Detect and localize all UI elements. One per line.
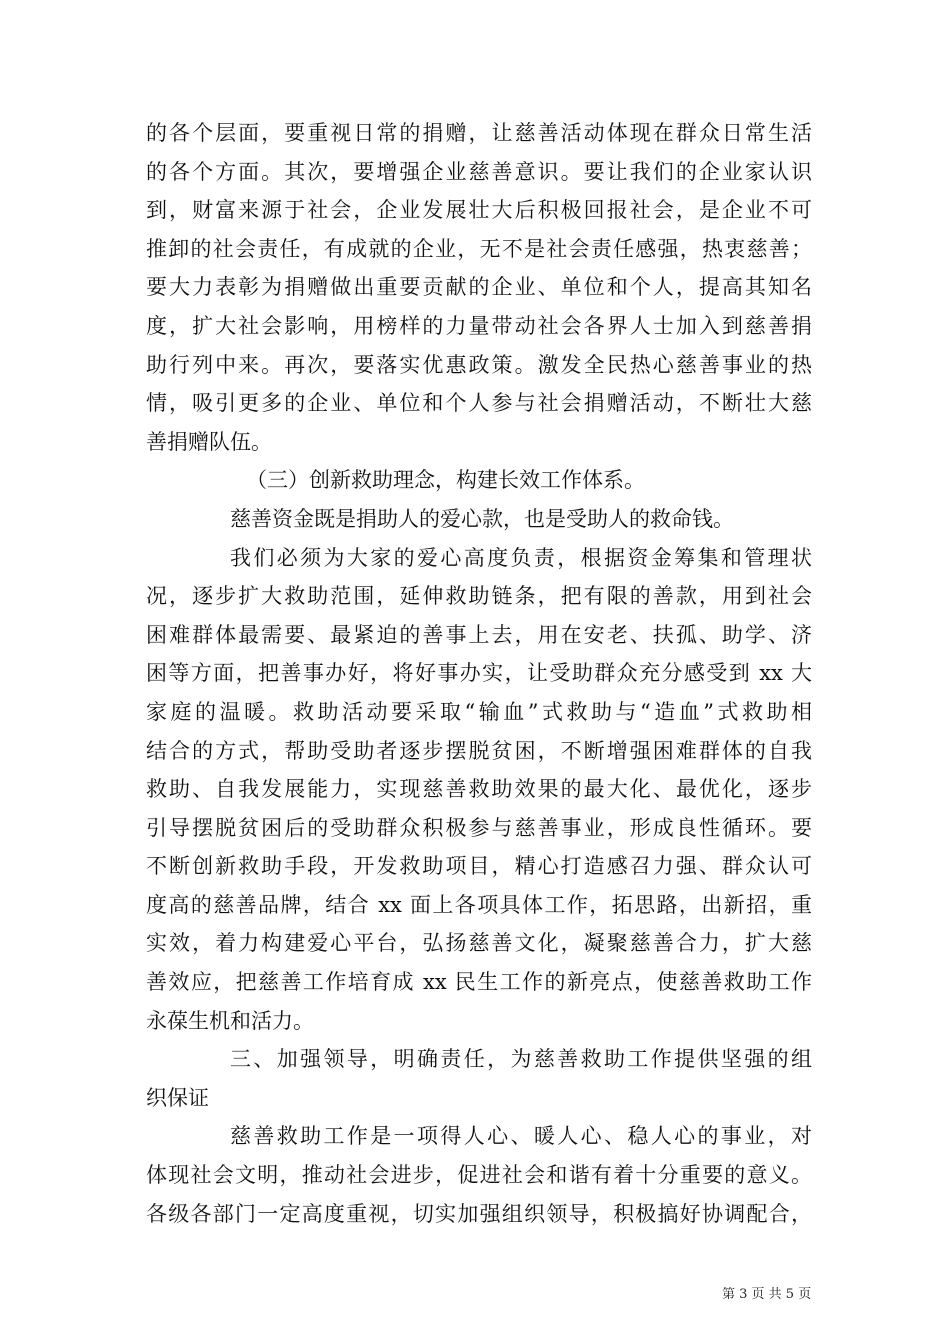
text-line: 况，逐步扩大救助范围，延伸救助链条，把有限的善款，用到社会 xyxy=(146,584,812,609)
text-line: 引导摆脱贫困后的受助群众积极参与慈善事业，形成良性循环。要 xyxy=(146,815,812,840)
text-line: 体现社会文明，推动社会进步，促进社会和谐有着十分重要的意义。 xyxy=(146,1163,812,1188)
text-line: 结合的方式，帮助受助者逐步摆脱贫困，不断增强困难群体的自我 xyxy=(146,738,812,763)
text-line: 度高的慈善品牌，结合 xx 面上各项具体工作，拓思路，出新招，重 xyxy=(146,892,812,917)
text-line: 实效，着力构建爱心平台，弘扬慈善文化，凝聚慈善合力，扩大慈 xyxy=(146,931,812,956)
section-heading: （三）创新救助理念，构建长效工作体系。 xyxy=(246,468,645,493)
text-line: 的各个层面，要重视日常的捐赠，让慈善活动体现在群众日常生活 xyxy=(146,121,812,145)
text-line: 的各个方面。其次，要增强企业慈善意识。要让我们的企业家认识 xyxy=(146,159,812,184)
text-line: 善效应，把慈善工作培育成 xx 民生工作的新亮点，使慈善救助工作 xyxy=(146,970,812,995)
text-line: 困难群体最需要、最紧迫的善事上去，用在安老、扶孤、助学、济 xyxy=(146,622,812,647)
text-line: 到，财富来源于社会，企业发展壮大后积极回报社会，是企业不可 xyxy=(146,198,812,223)
text-line: 我们必须为大家的爱心高度负责，根据资金筹集和管理状 xyxy=(230,545,812,570)
text-line: 家庭的温暖。救助活动要采取“输血”式救助与“造血”式救助相 xyxy=(146,699,812,724)
page-number: 第 3 页 共 5 页 xyxy=(722,1287,812,1302)
section-heading: 三、加强领导，明确责任，为慈善救助工作提供坚强的组 xyxy=(230,1047,812,1072)
text-line: 永葆生机和活力。 xyxy=(146,1008,314,1033)
text-line: 困等方面，把善事办好，将好事办实，让受助群众充分感受到 xx 大 xyxy=(146,661,812,686)
text-line: 慈善资金既是捐助人的爱心款，也是受助人的救命钱。 xyxy=(230,506,734,531)
section-heading-continued: 织保证 xyxy=(146,1085,209,1110)
text-line: 不断创新救助手段，开发救助项目，精心打造感召力强、群众认可 xyxy=(146,854,812,879)
text-line: 情，吸引更多的企业、单位和个人参与社会捐赠活动，不断壮大慈 xyxy=(146,391,812,416)
text-line: 各级各部门一定高度重视，切实加强组织领导，积极搞好协调配合， xyxy=(146,1201,812,1226)
text-line: 要大力表彰为捐赠做出重要贡献的企业、单位和个人，提高其知名 xyxy=(146,275,812,300)
text-line: 度，扩大社会影响，用榜样的力量带动社会各界人士加入到慈善捐 xyxy=(146,313,812,338)
text-line: 救助、自我发展能力，实现慈善救助效果的最大化、最优化，逐步 xyxy=(146,777,812,802)
text-line: 助行列中来。再次，要落实优惠政策。激发全民热心慈善事业的热 xyxy=(146,352,812,377)
body-text xyxy=(146,114,812,1233)
text-line: 善捐赠队伍。 xyxy=(146,429,272,454)
text-line: 慈善救助工作是一项得人心、暖人心、稳人心的事业，对 xyxy=(230,1124,812,1149)
text-line: 推卸的社会责任，有成就的企业，无不是社会责任感强，热衷慈善； xyxy=(146,236,812,261)
